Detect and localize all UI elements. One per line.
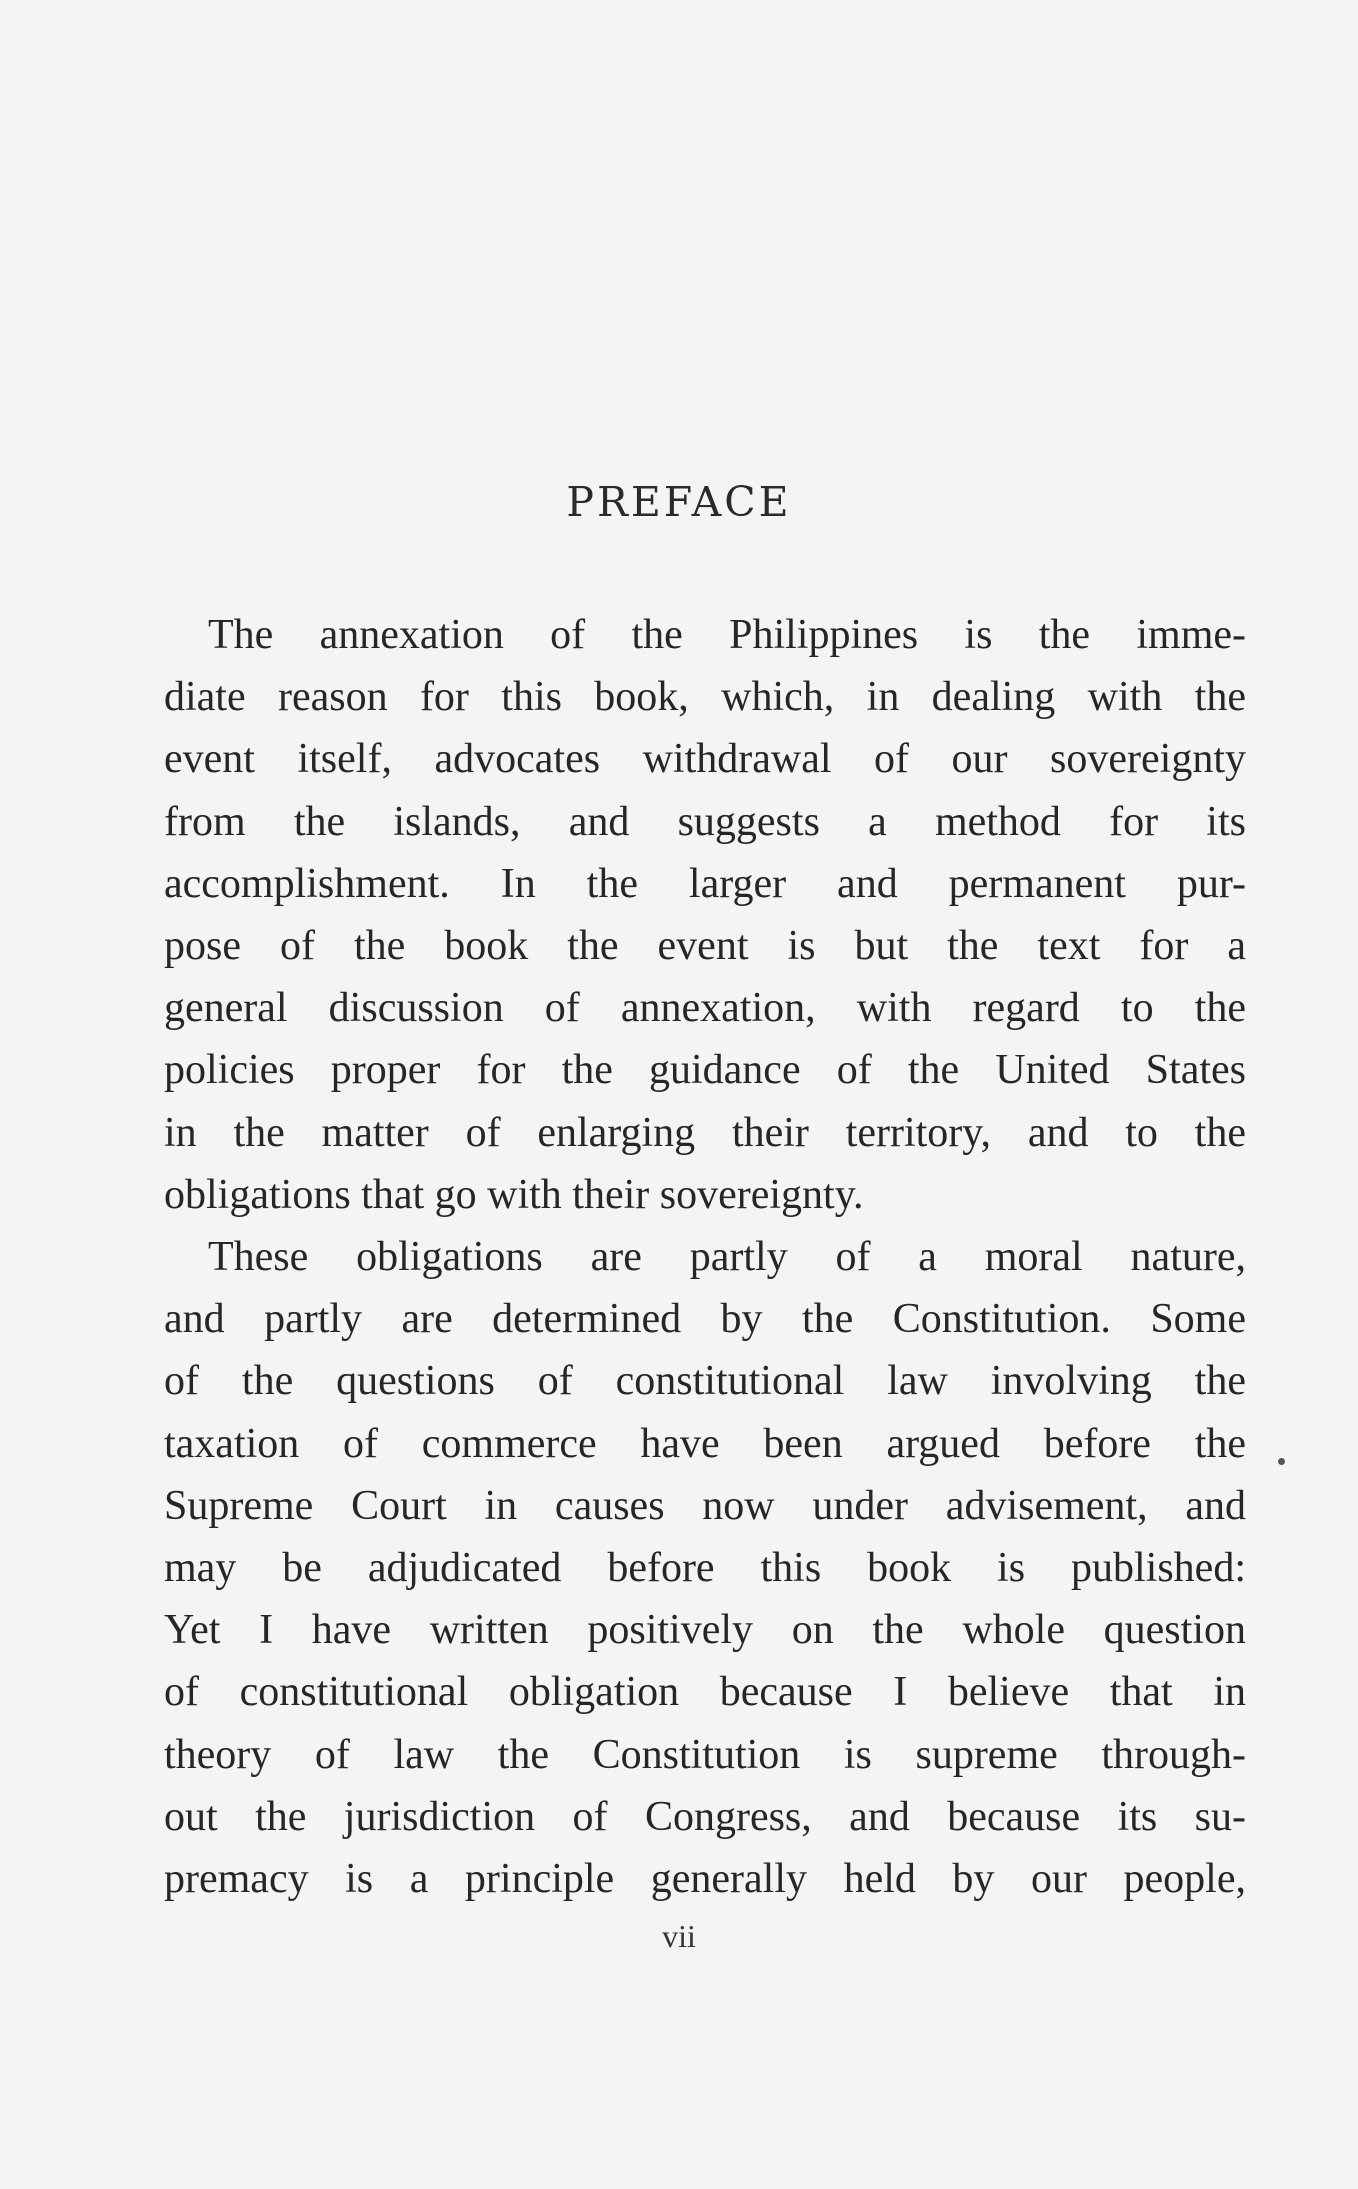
text-line: pose of the book the event is but the text for a — [164, 923, 1246, 970]
text-line: accomplishment. In the larger and permanent pur- — [164, 860, 1246, 907]
text-line: premacy is a principle generally held by our people, — [164, 1856, 1246, 1903]
text-line: diate reason for this book, which, in dealing with the — [164, 674, 1246, 721]
text-line: Yet I have written positively on the whole question — [164, 1607, 1246, 1654]
text-line: The annexation of the Philippines is the imme- — [208, 612, 1246, 658]
text-line: theory of law the Constitution is supreme through- — [164, 1731, 1246, 1778]
text-line: policies proper for the guidance of the United States — [164, 1047, 1246, 1094]
text-line: of the questions of constitutional law involving the — [164, 1358, 1246, 1405]
text-line: and partly are determined by the Constitution. Some — [164, 1296, 1246, 1343]
paragraph-1 — [164, 604, 1246, 1226]
text-line: out the jurisdiction of Congress, and because its su- — [164, 1793, 1246, 1840]
text-line: obligations that go with their sovereignty. — [164, 1171, 864, 1218]
text-line: in the matter of enlarging their territory, and to the — [164, 1109, 1246, 1156]
page-title: PREFACE — [566, 478, 792, 526]
text-line: may be adjudicated before this book is published: — [164, 1545, 1246, 1592]
ink-speck — [1278, 1458, 1285, 1465]
text-line: general discussion of annexation, with regard to the — [164, 985, 1246, 1032]
text-line: taxation of commerce have been argued before the — [164, 1420, 1246, 1467]
text-line: of constitutional obligation because I believe that in — [164, 1669, 1246, 1716]
text-line: These obligations are partly of a moral nature, — [208, 1234, 1246, 1281]
text-line: Supreme Court in causes now under advisement, and — [164, 1482, 1246, 1529]
paragraph-2 — [164, 1226, 1246, 1910]
page-number: vii — [662, 1918, 696, 1954]
text-line: from the islands, and suggests a method for its — [164, 798, 1246, 845]
preface-body — [164, 604, 1246, 1910]
text-line: event itself, advocates withdrawal of our sovereignty — [164, 736, 1246, 783]
